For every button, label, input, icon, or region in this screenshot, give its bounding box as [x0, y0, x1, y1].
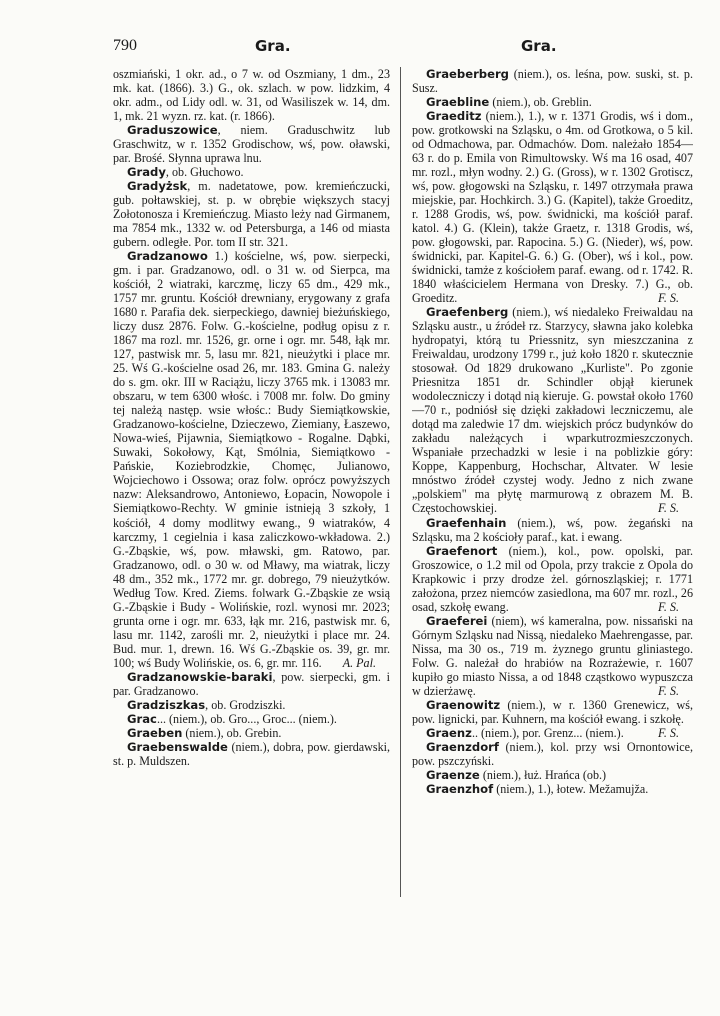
- dictionary-entry: [113, 67, 390, 123]
- entry-headword: Graduszowice: [127, 123, 218, 138]
- page-number: 790: [113, 37, 137, 54]
- left-column: [113, 67, 390, 897]
- entry-text: , ob. Grodziszki.: [205, 697, 286, 712]
- running-headword-right: Gra.: [521, 37, 557, 55]
- dictionary-entry: [113, 165, 390, 179]
- dictionary-entry: [412, 305, 693, 515]
- entry-text: (niem.), dobra, pow. gierdawski, st. p. Muldszen.: [113, 739, 390, 768]
- entry-text: , m. nadetatowe, pow. kremieńczucki, gub. połtawskiej, st. p. w obrębie większych stacyj Zołotonosza i Kremieńczug. Miasto leży nad Girmanem, ma 7854 mk., 1332 w. od Petersburga, a 146 od miasta gubern. odległe. Por. tom II str. 321.: [113, 179, 390, 250]
- entry-text: (niem.), wś niedaleko Freiwaldau na Szląsku austr., u źródeł rz. Starzycy, sławna jako kolebka hydropatyi, którą tu Priessnitz, syn mieszczanina z Freiwaldau, urodzony 1799 r., już koło 1820 r. skutecznie stosował. Od 1829 drukowano „Kurliste". Po zgonie Priesnitza 1851 dr. Schindler objął kierunek wodoleczniczy i dotąd nią kieruje. G. powstał około 1760—70 r., podniósł się dzięki zakładowi leczniczemu, ale dotąd ma zaledwie 17 dm. wiejskich prócz budynków do zakładu należących i wparkutrozmieszczonych. Wspaniałe przechadzki w lesie i na poblizkie góry: Koppe, Kappenburg, Hochschar, Altvater. W lesie mnóstwo źródeł czystej wody. Jedno z nich zwane „polskiem" ma płytę marmurową z obrazem M. B. Częstochowskiej.: [412, 305, 693, 516]
- entry-headword: Graefenort: [426, 543, 498, 558]
- entry-headword: Gradyżsk: [127, 179, 188, 194]
- entry-text: , niem. Graduschwitz lub Graschwitz, w r. 1352 Grodischow, wś, pow. oławski, par. Brośé. Słynna uprawa lnu.: [113, 123, 390, 166]
- dictionary-entry: [412, 544, 693, 614]
- column-divider: [400, 67, 401, 897]
- dictionary-entry: [412, 516, 693, 544]
- dictionary-entry: [412, 782, 693, 796]
- dictionary-entry: [113, 712, 390, 726]
- entry-headword: Gradziszkas: [127, 697, 206, 712]
- entry-headword: Gradzanowskie-baraki: [127, 669, 273, 684]
- dictionary-entry: [412, 95, 693, 109]
- entry-headword: Graenze: [426, 767, 480, 782]
- entry-text: (niem.), ob. Greblin.: [489, 95, 592, 110]
- dictionary-entry: [412, 740, 693, 768]
- entry-text: .. (niem.), por. Grenz... (niem.).: [471, 725, 624, 740]
- entry-text: (niem), wś kameralna, pow. nissański na Górnym Szląsku nad Nissą, niedaleko Maehrengasse, par. Nissa, ma 30 os., 719 m. żyznego gruntu gliniastego. Folw. G. należał do hrabiów na Rozrażewie, r. 1607 kupiło go miasto Nissa, a od 1848 cząstkowo wypuszcza w dzierżawę.: [412, 613, 693, 698]
- entry-headword: Grady: [127, 165, 166, 180]
- entry-text: oszmiański, 1 okr. ad., o 7 w. od Oszmiany, 1 dm., 23 mk. kat. (1866). 3.) G., ok. szlach. w pow. lidzkim, 4 okr. adm., od Lidy odl. w. 31, od Wasiliszek w. 14, dm. 1, mk. 21 wyzn. rz. kat. (r. 1866).: [113, 67, 390, 124]
- author-signature: F. S.: [658, 291, 679, 306]
- entry-headword: Graeben: [127, 725, 183, 740]
- dictionary-entry: [113, 698, 390, 712]
- author-signature: F. S.: [658, 501, 679, 516]
- entry-headword: Graeditz: [426, 109, 482, 124]
- entry-headword: Graebenswalde: [127, 739, 228, 754]
- entry-text: (niem.), kol., pow. opolski, par. Groszowice, o 1.2 mil od Opola, przy trakcie z Opola do Krapkowic i przy drodze żel. górnoszląskiej; r. 1771 założona, przez niemców zasiedlona, ma 607 mr. rozl., 26 osad, szkołę ewang.: [412, 543, 693, 614]
- entry-text: ... (niem.), ob. Gro..., Groc... (niem.).: [156, 711, 337, 726]
- entry-headword: Graenz: [426, 725, 472, 740]
- entry-headword: Graeberberg: [426, 67, 509, 81]
- entry-headword: Grac: [127, 711, 157, 726]
- dictionary-entry: [113, 726, 390, 740]
- dictionary-entry: [412, 109, 693, 305]
- author-signature: F. S.: [658, 599, 679, 614]
- author-signature: F. S.: [658, 683, 679, 698]
- dictionary-entry: [113, 740, 390, 768]
- entry-headword: Graefenberg: [426, 305, 509, 320]
- entry-text: (niem.), 1.), w r. 1371 Grodis, wś i dom., pow. grotkowski na Szląsku, o 4m. od Grotkowa, o 5 kil. od Odmachowa, par. Odmachów. Dom. należało 1854—63 r. do p. Emila von Rimultowsky. Wś ma 16 osad, 407 mr. rozl., młyn wodny. 2.) G. (Gross), w r. 1302 Grotiscz, wś, pow. głogowski na Szląsku, r. 1497 otrzymała prawa miejskie, par. Hochkirch. 3.) G. (Kapitel), także Groeditz, r. 1288 Grodis, wś, pow. świdnicki, ma kościół paraf. katol. 4.) G. (Klein), także Graetz, r. 1318 Grodis, wś, pow. głogowski, par. Rapocina. 5.) G. (Nieder), wś, pow. świdnicki, par. Kapitel-G. 6.) G. (Ober), wś i kol., pow. świdnicki, tamże z kościołem paraf. ewang. od r. 1742. R. 1840 właścicielem Hermana von Dresky. 7.) G., ob. Groeditz.: [412, 109, 693, 306]
- entry-text: , pow. sierpecki, gm. i par. Gradzanowo.: [113, 669, 390, 698]
- entry-headword: Graeferei: [426, 613, 488, 628]
- dictionary-entry: [412, 768, 693, 782]
- entry-text: , ob. Głuchowo.: [165, 165, 244, 180]
- entry-text: (niem.), kol. przy wsi Ornontowice, pow. pszczyński.: [412, 739, 693, 768]
- entry-text: (niem.), łuż. Hrańca (ob.): [479, 767, 607, 782]
- running-header: [0, 0, 720, 60]
- entry-headword: Graebline: [426, 95, 490, 110]
- entry-headword: Graenzdorf: [426, 739, 499, 754]
- dictionary-entry: [412, 67, 693, 95]
- dictionary-entry: [113, 179, 390, 249]
- dictionary-entry: [113, 123, 390, 165]
- entry-headword: Graenowitz: [426, 697, 501, 712]
- entry-headword: Graefenhain: [426, 515, 507, 530]
- entry-text: (niem.), wś, pow. żegański na Szląsku, ma 2 kościoły paraf., kat. i ewang.: [412, 515, 693, 544]
- entry-headword: Graenzhof: [426, 781, 494, 796]
- right-column: [412, 67, 693, 902]
- author-signature: A. Pal.: [342, 655, 376, 670]
- entry-text: 1.) kościelne, wś, pow. sierpecki, gm. i par. Gradzanowo, odl. o 31 w. od Sierpca, ma kościół, 2 wiatraki, karczmę, liczy 65 dm., 429 mk., 1757 mr. gruntu. Kościół drewniany, erygowany z grafa 1680 r. Parafia dek. sierpeckiego, dawniej bieżuńskiego, liczy dusz 2876. Folw. G.-kościelne, podług opisu z r. 1867 ma rozl. mr. 1526, gr. orne i ogr. mr. 548, łąk mr. 127, pastwisk mr. 5, lasu mr. 821, nieużytki i place mr. 25. Wś G.-kościelne osad 26, mr. 183. Gmina G. należy do s. gm. okr. III w Raciążu, liczy 3765 mk. i 13083 mr. obszaru, w tem 6300 włośc. i 7008 mr. folw. Do gminy tej należą następ. wsie włośc.: Budy Siemiątkowskie, Gradzanowo-kościelne, Dzieczewo, Ziemiany, Łaszewo, Nowa-wieś, Pijawnia, Siemiątkowo - Rogalne. Dąbki, Suwaki, Sokołowy, Kąt, Smólnia, Siemiątkowo - Pańskie, Koziebrodzkie, Chomęc, Julianowo, Wojciechowo i Ossowa; oraz folw. oprócz powyższych nazw: Aleksandrowo, Antoniewo, Łopacin, Nowopole i Siemiątkowo-Rechty. W gminie istnieją 3 szkoły, 1 kościół, 4 domy modlitwy ewang., 9 wiatraków, 4 karczmy, 1 cegielnia i kasa zaliczkowo-wkładowa. 2.) G.-Zbąskie, wś, pow. mławski, gm. Ratowo, par. Gradzanowo, odl. o 30 w. od Mławy, ma wiatrak, liczy 48 dm., 352 mk., 1772 mr. gr. dobrego, 79 nieużytków. Według Tow. Kred. Ziems. folwark G.-Zbąskie ze wsią G.-Zbąskie i Budy - Wolińskie, rozl. wynosi mr. 2023; grunta orne i ogr. mr. 633, łąk mr. 216, pastwisk mr. 6, lasu mr. 1142, zarośli mr. 2, nieużytki i place mr. 24. Bud. mur. 1, drewn. 16. Wś G.-Zbąskie os. 39, gr. mr. 100; wś Budy Wolińskie, os. 6, gr. mr. 116.: [113, 249, 390, 670]
- entry-headword: Gradzanowo: [127, 249, 208, 264]
- dictionary-entry: [412, 614, 693, 698]
- running-headword-left: Gra.: [255, 37, 291, 55]
- entry-text: (niem.), ob. Grebin.: [182, 725, 282, 740]
- dictionary-entry: [113, 670, 390, 698]
- dictionary-entry: [113, 249, 390, 669]
- entry-text: (niem.), os. leśna, pow. suski, st. p. Susz.: [412, 67, 693, 96]
- entry-text: (niem.), 1.), łotew. Mežamujža.: [493, 781, 649, 796]
- entry-text: (niem.), w r. 1360 Grenewicz, wś, pow. lignicki, par. Kuhnern, ma kościół ewang. i szkołę.: [412, 697, 693, 726]
- author-signature: F. S.: [658, 725, 679, 740]
